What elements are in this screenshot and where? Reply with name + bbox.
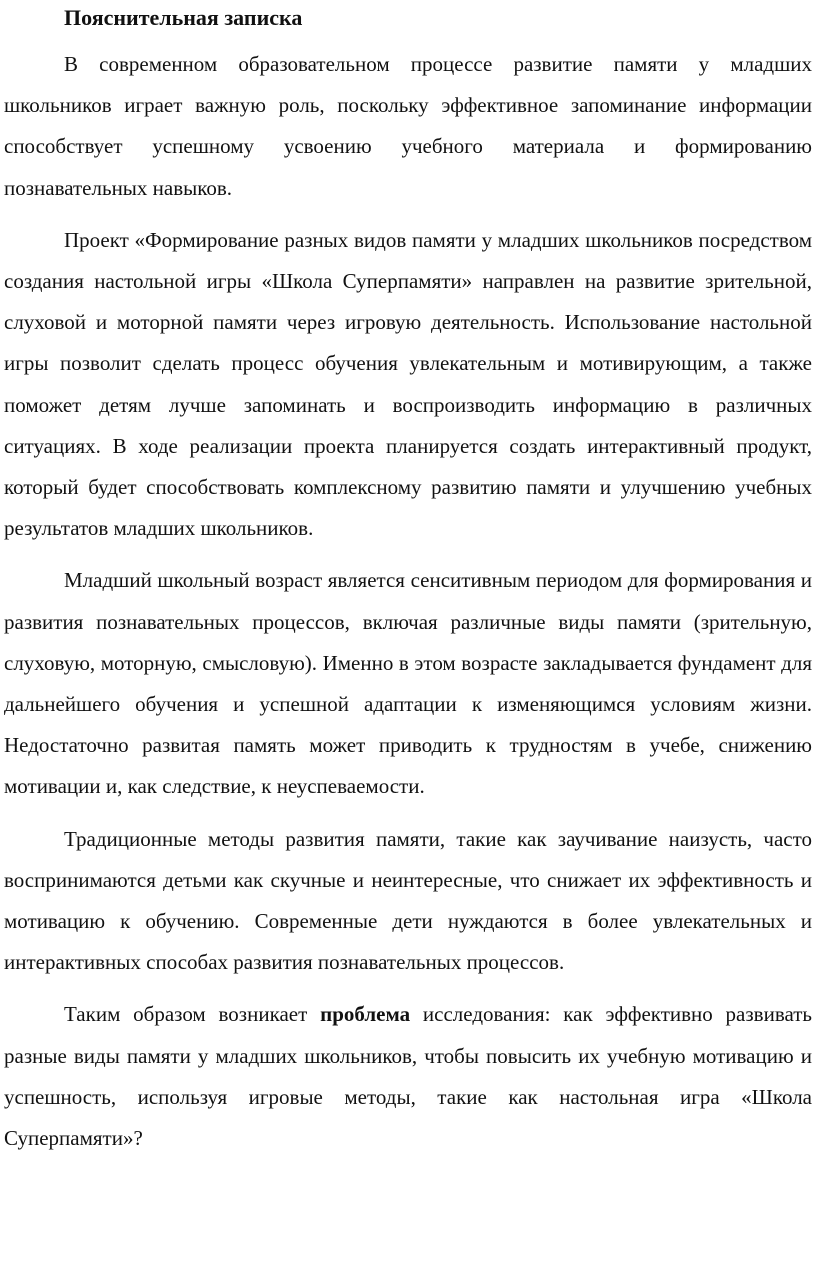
paragraph-age: Младший школьный возраст является сенситивным периодом для формирования и развития познавательных процессов, включая различные виды памяти (зрительную, слуховую, моторную, смысловую). Именно в этом возрасте закладывается фундамент для дальнейшего обучения и успешной адаптации к изменяющимся условиям жизни. Недостаточно развитая память может приводить к трудностям в учебе, снижению мотивации и, как следствие, к неуспеваемости. xyxy=(4,568,812,799)
problem-keyword: проблема xyxy=(320,1002,411,1027)
paragraph-intro: В современном образовательном процессе развитие памяти у младших школьников играет важную роль, поскольку эффективное запоминание информации способствует успешному усвоению учебного материала и формированию познавательных навыков. xyxy=(4,52,812,200)
paragraph-problem xyxy=(4,994,812,1159)
problem-text-after: исследования: как эффективно развивать разные виды памяти у младших школьников, чтобы повысить их учебную мотивацию и успешность, используя игровые методы, такие как настольная игра «Школа Суперпамяти»? xyxy=(4,1002,813,1151)
document-title: Пояснительная записка xyxy=(64,5,303,30)
paragraph-methods: Традиционные методы развития памяти, такие как заучивание наизусть, часто воспринимаются детьми как скучные и неинтересные, что снижает их эффективность и мотивацию к обучению. Современные дети нуждаются в более увлекательных и интерактивных способах развития познавательных процессов. xyxy=(4,826,812,975)
paragraph-project: Проект «Формирование разных видов памяти у младших школьников посредством создания настольной игры «Школа Суперпамяти» направлен на развитие зрительной, слуховой и моторной памяти через игровую деятельность. Использование настольной игры позволит сделать процесс обучения увлекательным и мотивирующим, а также поможет детям лучше запоминать и воспроизводить информацию в различных ситуациях. В ходе реализации проекта планируется создать интерактивный продукт, который будет способствовать комплексному развитию памяти и улучшению учебных результатов младших школьников. xyxy=(4,227,812,541)
document-body xyxy=(4,44,812,1170)
problem-text-before: Таким образом возникает xyxy=(64,1002,321,1027)
